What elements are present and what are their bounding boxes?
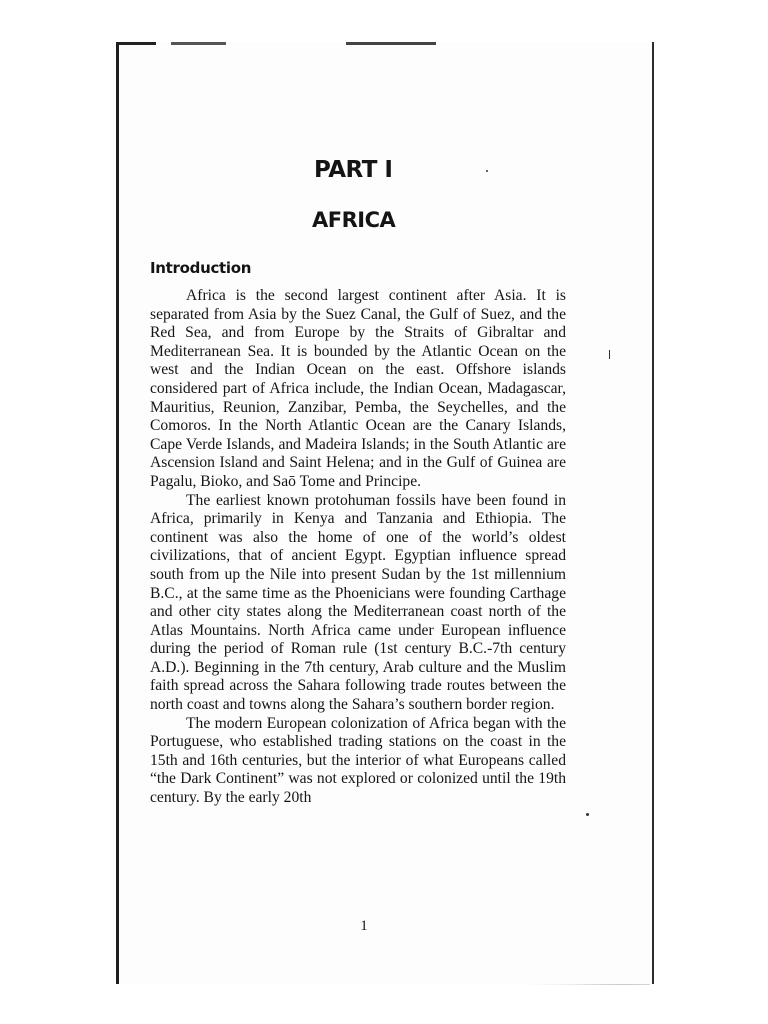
page-top-edge [116,42,446,45]
book-page [116,42,654,984]
page-left-edge [116,42,119,984]
section-heading: Introduction [150,259,252,277]
paragraph-2: The earliest known protohuman fossils have been found in Africa, primarily in Kenya and Tanzania and Ethiopia. The continent was also the home of one of the world’s oldest civilizations, that of ancient Egypt. Egyptian influence spread south from up the Nile into present Sudan by the 1st millennium B.C., at the same time as the Phoenicians were founding Carthage and other city states along the Mediterranean coast north of the Atlas Mountains. North Africa came under European influence during the period of Roman rule (1st century B.C.-7th century A.D.). Beginning in the 7th century, Arab culture and the Muslim faith spread across the Sahara following trade routes between the north coast and towns along the Sahara’s southern border region. [150,491,566,714]
paragraph-1: Africa is the second largest continent after Asia. It is separated from Asia by the Suez Canal, the Gulf of Suez, and the Red Sea, and from Europe by the Straits of Gibraltar and Mediterranean Sea. It is bounded by the Atlantic Ocean on the west and the Indian Ocean on the east. Offshore islands considered part of Africa include, the Indian Ocean, Madagascar, Mauritius, Reunion, Zanzibar, Pemba, the Seychelles, and the Comoros. In the North Atlantic Ocean are the Canary Islands, Cape Verde Islands, and Madeira Islands; in the South Atlantic are Ascension Island and Saint Helena; and in the Gulf of Guinea are Pagalu, Bioko, and Saō Tome and Principe. [150,287,566,490]
part-title: PART I [314,157,393,183]
page-number: 1 [360,918,368,934]
page-right-edge [652,42,654,984]
scan-speck [486,170,488,172]
scan-speck [586,813,589,816]
scan-speck [609,350,610,359]
body-text [150,287,566,808]
region-title: AFRICA [312,208,396,232]
paragraph-3: The modern European colonization of Africa began with the Portuguese, who established trading stations on the coast in the 15th and 16th centuries, but the interior of what Europeans called “the Dark Continent” was not explored or colonized until the 19th century. By the early 20th [150,714,566,807]
